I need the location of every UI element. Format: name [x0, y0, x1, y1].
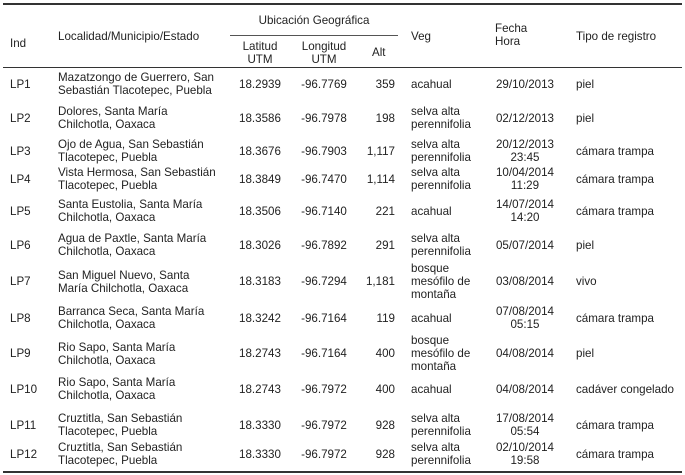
cell-localidad: Dolores, Santa María Chilchotla, Oaxaca [58, 105, 168, 131]
cell-veg: acahual [411, 383, 452, 396]
cell-latitud: 18.3586 [239, 112, 281, 125]
cell-tipo: cámara trampa [576, 173, 654, 186]
table-top-rule [3, 3, 682, 5]
table-row [0, 441, 685, 467]
cell-latitud: 18.3676 [239, 145, 281, 158]
cell-localidad: Barranca Seca, Santa María Chilchotla, Oaxaca [58, 305, 205, 331]
cell-fecha: 10/04/2014 11:29 [495, 166, 555, 192]
cell-alt: 1,114 [366, 173, 395, 186]
cell-longitud: -96.7972 [301, 383, 347, 396]
cell-tipo: cámara trampa [576, 312, 654, 325]
cell-latitud: 18.3849 [239, 173, 281, 186]
cell-fecha: 20/12/2013 23:45 [495, 138, 555, 164]
header-alt: Alt [372, 46, 386, 59]
cell-localidad: Agua de Paxtle, Santa María Chilchotla, Oaxaca [58, 232, 207, 258]
header-tipo: Tipo de registro [576, 30, 657, 43]
cell-veg: bosque mesófilo de montaña [411, 334, 471, 373]
table-row [0, 305, 685, 331]
cell-latitud: 18.2743 [239, 347, 281, 360]
cell-alt: 359 [375, 78, 395, 91]
cell-latitud: 18.2939 [239, 78, 281, 91]
cell-veg: acahual [411, 78, 452, 91]
cell-fecha: 17/08/2014 05:54 [495, 412, 555, 438]
cell-longitud: -96.7972 [301, 419, 347, 432]
cell-fecha: 04/08/2014 [495, 347, 555, 360]
cell-ind: LP2 [10, 112, 31, 125]
cell-fecha: 05/07/2014 [495, 239, 555, 252]
cell-veg: selva alta perennifolia [411, 412, 471, 438]
table-row [0, 166, 685, 192]
table-row [0, 262, 685, 301]
cell-veg: selva alta perennifolia [411, 166, 471, 192]
cell-alt: 400 [375, 383, 395, 396]
cell-alt: 1,117 [366, 145, 395, 158]
cell-ind: LP9 [10, 347, 31, 360]
cell-veg: selva alta perennifolia [411, 105, 471, 131]
cell-longitud: -96.7769 [301, 78, 347, 91]
header-ubicacion: Ubicación Geográfica [258, 14, 370, 27]
cell-veg: acahual [411, 312, 452, 325]
cell-localidad: Ojo de Agua, San Sebastián Tlacotepec, Puebla [58, 138, 204, 164]
table-row [0, 71, 685, 97]
cell-longitud: -96.7294 [301, 275, 347, 288]
cell-ind: LP1 [10, 78, 31, 91]
cell-tipo: cámara trampa [576, 448, 654, 461]
cell-localidad: Mazatzongo de Guerrero, San Sebastián Tlacotepec, Puebla [58, 71, 214, 97]
cell-alt: 221 [375, 205, 395, 218]
cell-tipo: vivo [576, 275, 597, 288]
header-veg: Veg [411, 30, 431, 43]
table-row [0, 334, 685, 373]
table-row [0, 105, 685, 131]
cell-alt: 198 [375, 112, 395, 125]
cell-latitud: 18.3183 [239, 275, 281, 288]
cell-ind: LP3 [10, 145, 31, 158]
cell-longitud: -96.7164 [301, 347, 347, 360]
table-row [0, 412, 685, 438]
cell-longitud: -96.7972 [301, 448, 347, 461]
header-fecha: Fecha Hora [495, 22, 528, 48]
cell-veg: selva alta perennifolia [411, 441, 471, 467]
cell-ind: LP10 [10, 383, 38, 396]
cell-localidad: Rio Sapo, Santa María Chilchotla, Oaxaca [58, 341, 176, 367]
cell-ind: LP7 [10, 275, 31, 288]
cell-alt: 1,181 [365, 275, 395, 288]
cell-tipo: piel [576, 78, 595, 91]
cell-veg: acahual [411, 205, 452, 218]
cell-fecha: 03/08/2014 [495, 275, 555, 288]
cell-tipo: cadáver congelado [576, 383, 674, 396]
cell-veg: selva alta perennifolia [411, 138, 471, 164]
header-latitud: Latitud UTM [242, 40, 278, 66]
cell-longitud: -96.7892 [301, 239, 347, 252]
cell-ind: LP11 [10, 419, 37, 432]
cell-latitud: 18.3330 [239, 448, 281, 461]
cell-fecha: 29/10/2013 [495, 78, 555, 91]
cell-ind: LP6 [10, 239, 31, 252]
cell-longitud: -96.7140 [301, 205, 347, 218]
cell-alt: 400 [375, 347, 395, 360]
cell-localidad: Santa Eustolia, Santa María Chilchotla, Oaxaca [58, 198, 203, 224]
cell-latitud: 18.3026 [239, 239, 281, 252]
cell-ind: LP12 [10, 448, 38, 461]
cell-longitud: -96.7164 [301, 312, 347, 325]
cell-latitud: 18.2743 [239, 383, 281, 396]
cell-alt: 928 [375, 448, 395, 461]
cell-localidad: San Miguel Nuevo, Santa María Chilchotla, Oaxaca [58, 269, 190, 295]
header-ind: Ind [10, 37, 27, 50]
cell-tipo: piel [576, 239, 595, 252]
cell-fecha: 02/10/2014 19:58 [495, 441, 555, 467]
cell-alt: 928 [375, 419, 395, 432]
cell-alt: 119 [376, 312, 395, 325]
cell-veg: selva alta perennifolia [411, 232, 471, 258]
cell-longitud: -96.7470 [301, 173, 347, 186]
header-longitud: Longitud UTM [301, 40, 347, 66]
cell-latitud: 18.3330 [239, 419, 281, 432]
table-row [0, 376, 685, 402]
cell-tipo: cámara trampa [576, 419, 654, 432]
cell-tipo: cámara trampa [576, 205, 654, 218]
cell-localidad: Rio Sapo, Santa María Chilchotla, Oaxaca [58, 376, 176, 402]
cell-alt: 291 [375, 239, 395, 252]
cell-latitud: 18.3242 [239, 312, 281, 325]
cell-fecha: 14/07/2014 14:20 [495, 198, 555, 224]
table-row [0, 198, 685, 224]
table-bottom-rule [3, 471, 682, 473]
cell-tipo: piel [576, 112, 595, 125]
cell-localidad: Cruztitla, San Sebastián Tlacotepec, Puebla [58, 412, 183, 438]
cell-tipo: piel [576, 347, 595, 360]
cell-tipo: cámara trampa [576, 145, 654, 158]
header-bottom-rule [3, 67, 682, 68]
header-localidad: Localidad/Municipio/Estado [58, 30, 200, 43]
cell-veg: bosque mesófilo de montaña [411, 262, 471, 301]
table-row [0, 138, 685, 164]
cell-ind: LP5 [10, 205, 31, 218]
cell-fecha: 04/08/2014 [495, 383, 555, 396]
cell-ind: LP8 [10, 312, 31, 325]
cell-longitud: -96.7978 [301, 112, 347, 125]
table-row [0, 232, 685, 258]
cell-localidad: Vista Hermosa, San Sebastián Tlacotepec, Puebla [58, 166, 216, 192]
cell-localidad: Cruztitla, San Sebastián Tlacotepec, Puebla [58, 441, 183, 467]
cell-fecha: 02/12/2013 [495, 112, 555, 125]
cell-fecha: 07/08/2014 05:15 [495, 305, 555, 331]
cell-longitud: -96.7903 [301, 145, 347, 158]
cell-ind: LP4 [10, 173, 31, 186]
ubicacion-subrule [230, 35, 398, 36]
cell-latitud: 18.3506 [239, 205, 281, 218]
